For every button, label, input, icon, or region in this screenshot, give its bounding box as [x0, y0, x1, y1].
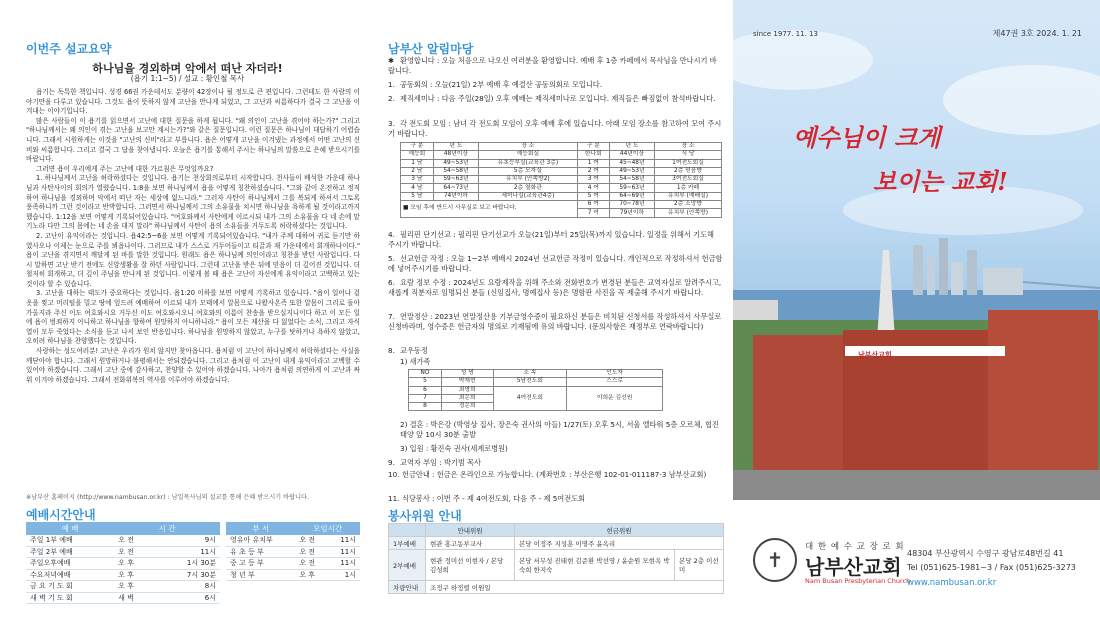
sermon-column [0, 0, 375, 619]
hospital-notice: 3) 입원 : 황진숙 권사(세계로병원) [400, 444, 508, 453]
newcomer-table: NO 성 명 소 속 인도자 5 박재현 5남전도회 스스로 6 최영희 4여전도회 이희운 김선원 7 최은희 8 정은희 [408, 369, 663, 411]
cell: 중 고 등 부 [226, 558, 295, 570]
cell: 새 벽 기 도 회 [26, 592, 114, 604]
newcomer-label: 1) 새가족 [400, 357, 431, 366]
cell: 오 후 [114, 558, 155, 570]
worship-section-title: 예배시간안내 [26, 508, 96, 522]
table-row [26, 592, 220, 604]
church-address: 48304 부산광역시 수영구 광남로48번길 41 [907, 549, 1064, 558]
church-seal-icon: ✝ [753, 538, 797, 582]
cell: 주일 2부 예배 [26, 546, 114, 558]
bullet-icon: ✱ [388, 56, 395, 65]
cell: 청 년 부 [226, 569, 295, 581]
cell: 새 벽 [114, 592, 155, 604]
cell: 주일 1부 예배 [26, 535, 114, 546]
table-row: 차량안내 조정구 하정렬 이원일 [389, 581, 724, 594]
notice-item: 11. 식당봉사 : 이번 주 - 제 4여전도회, 다음 주 - 제 5여전도회 [388, 494, 586, 503]
church-name: 남부산교회 [805, 555, 902, 579]
table-row: 6 최영희 4여전도회 이희운 김선원 [409, 386, 663, 394]
cell: 주일오후예배 [26, 558, 114, 570]
church-sign: 남부산교회 [858, 351, 892, 359]
sermon-paragraph: 욥기는 독특한 책입니다. 성경 66권 가운데서도 분량이 42장이나 될 정도로 큰 편입니다. 그런데도 한 사람의 이야기만을 다루고 있습니다. 그것도 욥이 뜻하지 않게 고난을 만나게 되었고, 그 고난과 씨름하다가 결국 그 고난을 이겨내는 이야기입니다. [26, 88, 360, 116]
table-row: 2부예배 현관 정미선 이현자 / 본당 김성희 본당 서무성 진태현 김준환 박선영 / 윤순원 모현옥 박숙희 한지숙 본당 2층 이선미 [389, 550, 724, 581]
table-row: 1부예배 현관 홍고동부교사 본당 이정주 지성훈 이명주 윤옥리 [389, 537, 724, 550]
cell: 영유아 유치부 [226, 535, 295, 546]
issue-info: 제47권 3호 2024. 1. 21 [992, 29, 1082, 38]
table-row [226, 569, 360, 581]
sermon-paragraph: 그러면 욥이 우리에게 주는 고난에 대한 가르침은 무엇일까요? [36, 164, 214, 173]
cell: 오 전 [295, 535, 327, 546]
cell: 11시 [328, 546, 360, 558]
church-english-name: Nam Busan Presbyterian Church [805, 577, 911, 585]
cell: 오 전 [114, 535, 155, 546]
notice-item: 6. 요람 정보 수정 : 2024년도 요람제작을 위해 주소와 전화번호가 변경된 분들은 교역자실로 알려주시고, 새롭게 직분자로 임명되신 분들 (신임집사, 명예집사 등)은 명함판 사진을 꼭 제출해 주시기 바랍니다. [388, 278, 722, 298]
sermon-paragraph: 사랑하는 성도여러분! 고난은 우리가 원치 않지만 찾아옵니다. 욥처럼 이 고난이 하나님께서 허락하셨다는 사실을 깨닫아야 합니다. 그래서 원망하거나 불평해서는 안되겠습니다. 그리고 욥처럼 이 고난이 내게 유익이라고 고백할 수 있어야 하겠습니다. 그래서 고난 중에 감사하고, 찬양할 수 있어야 하겠습니다. 나아가 욥처럼 의연하게 이 고난과 싸워 이겨야 하겠습니다. 그래서 전화위복의 역사를 이루어야 하겠습니다. [26, 347, 360, 384]
sermon-reference: (욥기 1:1~5) / 설교 : 황인철 목사 [130, 74, 245, 83]
cell: 8시 [155, 581, 220, 593]
cell: 11시 [155, 546, 220, 558]
table-row [26, 581, 220, 593]
table-row [226, 558, 360, 570]
wedding-notice: 2) 결혼 : 박은강 (박영상 집사, 장은숙 권사의 아들) 1/27(토) 오후 5시, 서울 엘타워 5층 오르체, 협진태양 앞 10시 30분 출발 [400, 420, 719, 440]
table-row [226, 535, 360, 546]
cover-photo [733, 0, 1100, 500]
cell: 1시 30분 [155, 558, 220, 570]
volunteer-section-title: 봉사위원 안내 [388, 509, 462, 523]
notice-item: 2. 제직세미나 : 다음 주일(28일) 오후 예배는 제직세미나로 모입니다. 제직들은 빠짐없이 참석바랍니다. [388, 94, 716, 103]
sermon-section-title: 이번주 설교요약 [26, 42, 112, 56]
church-photo-illustration [733, 0, 1100, 500]
table-row [26, 546, 220, 558]
table-row: 1 남 49~53년 유초등부실(교육관 3층) 1 여 45~48년 1여전도회실 [401, 159, 722, 167]
table-row: 5 남 74년이하 세미나실(교육관4층) 5 여 64~69년 유치부 (예배실) [401, 192, 722, 200]
cell: 7시 30분 [155, 569, 220, 581]
cell: 오 전 [114, 546, 155, 558]
table-row: 4 남 64~73년 2층 열화관 4 여 59~63년 1층 카페 [401, 184, 722, 192]
notice-section-title: 남부산 알림마당 [388, 42, 474, 56]
table-row: 3 남 59~63년 유치부 (안쪽방2) 3 여 54~58년 3여전도회실 [401, 176, 722, 184]
table-row: 7 최은희 [409, 394, 663, 402]
table-row [226, 546, 360, 558]
denomination: 대 한 예 수 교 장 로 회 [805, 542, 905, 552]
meeting-note: ■ 모임 후에 반드시 사무실로 보고 바랍니다. [401, 201, 578, 218]
cell: 9시 [155, 535, 220, 546]
sermon-title: 하나님을 경외하며 악에서 떠난 자더라! [92, 62, 283, 75]
notice-item: 8. 교우동정 [388, 346, 428, 355]
col-header: 예 배 [26, 522, 114, 535]
notice-item: 9. 교역자 부임 : 박기범 목사 [388, 458, 481, 467]
col-header: 부 서 [226, 522, 295, 535]
department-times-table [226, 522, 360, 581]
cover-slogan-line1: 예수님이 크게 [793, 123, 941, 152]
church-phone: Tel (051)625-1981~3 / Fax (051)625-3273 [907, 563, 1076, 572]
volunteer-table: 안내위원 헌금위원 1부예배 현관 홍고동부교사 본당 이정주 지성훈 이명주 윤옥리 2부예배 현관 정미선 이현자 / 본당 김성희 본당 서무성 진태현 김준환 박선영 / 윤순원 모현옥 박숙희 한지숙 본당 2층 이선미 차량안내 조정구 하정렬 이원일 [388, 523, 724, 594]
notice-item: 4. 필리핀 단기선교 : 필리핀 단기선교가 오늘(21일)부터 25일(목)까지 있습니다. 일정을 위해서 기도해 주시기 바랍니다. [388, 230, 714, 250]
col-header: 시 간 [114, 522, 220, 535]
cell: 11시 [328, 535, 360, 546]
homepage-note: ※남부산 홈페이지 (http://www.nambusan.or.kr) : 남일목사님의 설교를 통해 은혜 받으시기 바랍니다. [26, 494, 310, 501]
cell: 유 초 등 부 [226, 546, 295, 558]
notice-item: 5. 선교헌금 작정 : 오늘 1~2부 예배시 2024년 선교헌금 작정이 있습니다. 개인적으로 작정하셔서 헌금함에 넣어주시기를 바랍니다. [388, 254, 723, 274]
notice-column [378, 0, 728, 619]
cell: 수요저녁예배 [26, 569, 114, 581]
sermon-paragraph: 1. 하나님께서 고난을 허락하셨다는 것입니다. 욥기는 천상회의로부터 시작합니다. 천사들이 배석한 가운데 하나님과 사탄사이의 회의가 열렸습니다. 1:8을 보면 하나님께서 욥을 어떻게 칭찬하셨습니다. "그와 같이 온전하고 정직하여 하나님을 경외하며 악에서 떠난 자는 세상에 없느니라." 그러자 사탄이 하나님께서 그를 복되게 하셔서 그토록 풍족하니까 그런 것이라고 반박합니다. 그러면서 하나님께서 그의 소유물을 치시면 하나님을 욕하게 될 것이라고까지 했습니다. 1:12을 보면 어떻게 기록되어있습니다. "여호와께서 사탄에게 이르시되 내가 그의 소유물을 다 네 손에 맡기노라 다만 그의 몸에는 네 손을 대지 말라" 하나님께서 사탄이 욥의 소유들을 거두도록 허락하셨다는 것입니다. [26, 174, 360, 231]
notice-item: 10. 헌금안내 : 헌금은 온라인으로 가능합니다. (계좌번호 : 부산은행 102-01-011187-3 남부산교회) [388, 470, 707, 479]
sermon-paragraph: 3. 고난을 대하는 태도가 중요하다는 것입니다. 욥1:20 이하를 보면 어떻게 기록하고 있습니다. "욥이 일어나 겉옷을 찢고 머리털을 밀고 땅에 엎드려 예배하여 이르되 내가 모태에서 알몸으로 나왔사온즉 또한 알몸이 그리로 돌아가올지라 주신 이도 여호와시요 거두신 이도 여호와시오니 여호와의 이름이 찬송을 받으실지니이다 하고 이 모든 일에 욥이 범죄하지 아니하고 하나님을 향하여 원망하지 아니하니라." 욥이 모든 재산을 다 잃었다는 소식, 그리고 자식 열이 모두 죽었다는 소식을 듣고 나서 보인 반응입니다. 하나님을 원망하지 않았고, 누구를 탓하거나 욕하지 않았고, 오히려 하나님을 찬양했다는 것입니다. [26, 289, 360, 346]
cell: 11시 [328, 558, 360, 570]
cover-slogan-line2: 보이는 교회! [873, 167, 1008, 196]
notice-item: 1. 공동회의 : 오늘(21일) 2부 예배 후 예결산 공동의회로 모입니다. [388, 80, 603, 89]
table-row [26, 569, 220, 581]
since-date: since 1977. 11. 13 [753, 30, 818, 38]
table-row: ■ 모임 후에 반드시 사무실로 보고 바랍니다. 6 여 70~78년 2층 소망방 [401, 201, 722, 209]
notice-item: 7. 연말정산 : 2023년 연말정산용 기부금영수증이 필요하신 분들은 비치된 신청서를 작성하셔서 사무실로 신청바라며, 영수증은 헌금자의 명의로 기재됨에 유의 바랍니다. (문의사항은 재정부로 연락바랍니다) [388, 312, 722, 332]
notice-item: 3. 각 전도회 모임 : 남녀 각 전도회 모임이 오후 예배 후에 있습니다. 아래 모임 장소를 참고하여 모여 주시기 바랍니다. [388, 119, 722, 139]
cell: 오 후 [114, 569, 155, 581]
table-row [26, 558, 220, 570]
table-row: 예능회 48년이상 예능회실 한나회 44년이상 식 당 [401, 151, 722, 159]
cell: 오 후 [114, 581, 155, 593]
cell: 오 후 [295, 569, 327, 581]
col-header: 모임시간 [295, 522, 360, 535]
sermon-paragraph: 많은 사람들이 이 욥기를 읽으면서 고난에 대한 질문을 하게 됩니다. "왜 의인이 고난을 겪어야 하는가?" 그리고 "하나님께서는 왜 의인이 겪는 고난을 보고만 계시는가?"와 같은 질문입니다. 이런 질문은 하나님이 대답하기 어렵습니다. 그래서 시원하게는 이것을 "고난의 신비"라고 부릅니다. 욥은 어떻게 고난을 이겨냈는 과정에서 어떤 고난의 신비와 씨름합니다. 그리고 결국 그 답을 찾아냅니다. 오늘은 욥기를 통해서 주시는 하나님의 말씀으로 은혜 받으시기를 바랍니다. [26, 116, 360, 164]
table-row: 2 남 54~58년 5층 모자실 2 여 49~53년 2층 믿음방 [401, 167, 722, 175]
meeting-place-table: 구 분 년 도 장 소 구 분 년 도 장 소 예능회 48년이상 예능회실 한나회 44년이상 식 당 1 남 49~53년 유초등부실(교육관 3층) 1 여 45~48년 1여전도회실 2 남 54~58년 5층 모자실 2 여 49~53년 2층 믿음방 3 남 59~63년 유치부 (안쪽방2) 3 여 54~58년 3여전도회실 4 남 64~73년 2층 열화관 4 여 59~63년 1층 카페 5 남 74년이하 세미나실(교육관4층) 5 여 64~69년 유치부 (예배실) ■ 모임 후에 반드시 사무실로 보고 바랍니다. 6 여 70~78년 2층 소망방 7 여 79년이하 유치부 (안쪽방) [400, 142, 722, 218]
table-row [26, 535, 220, 546]
welcome-notice: ✱ 환영합니다 : 오늘 처음으로 나오신 여러분을 환영합니다. 예배 후 1층 카페에서 목사님을 만나시기 바랍니다. [388, 56, 717, 76]
table-row: 5 박재현 5남전도회 스스로 [409, 378, 663, 386]
worship-times-table [26, 522, 220, 604]
table-row: 7 여 79년이하 유치부 (안쪽방) [401, 209, 722, 217]
sermon-body [26, 88, 360, 385]
sermon-paragraph: 2. 고난이 유익이라는 것입니다. 욥42:5~6을 보면 어떻게 기록되어있습니다. "내가 주께 대하여 귀로 듣기만 하였사오나 이제는 눈으로 주를 뵈옵나이다. 그러므로 내가 스스로 거두어들이고 티끌과 재 가운데에서 회개하나이다." 욥이 고난을 겪지면서 깨달게 된 바를 말한 것입니다. 원래도 욥은 하나님께 의인이라고 칭찬을 받던 사람입니다. 다시 말하면 고난 받기 전에도 신앙생활을 잘 하던 사람입니다. 그런데 고난을 받은 뒤에 믿음이 더 깊어진 것입니다. 더 철저히 회개하고, 더 깊이 주님을 만나게 된 것입니다. 이렇게 볼 때 욥은 고난이 자신에게 유익이라고 고백하고 있는 것이라 할 수 있습니다. [26, 231, 360, 288]
cell: 오 전 [295, 546, 327, 558]
cell: 1시 [328, 569, 360, 581]
cell: 6시 [155, 592, 220, 604]
cell: 금 요 기 도 회 [26, 581, 114, 593]
cover-column [733, 0, 1100, 619]
cell: 오 전 [295, 558, 327, 570]
table-row: 8 정은희 [409, 403, 663, 411]
church-website-link[interactable]: www.nambusan.or.kr [907, 578, 997, 588]
